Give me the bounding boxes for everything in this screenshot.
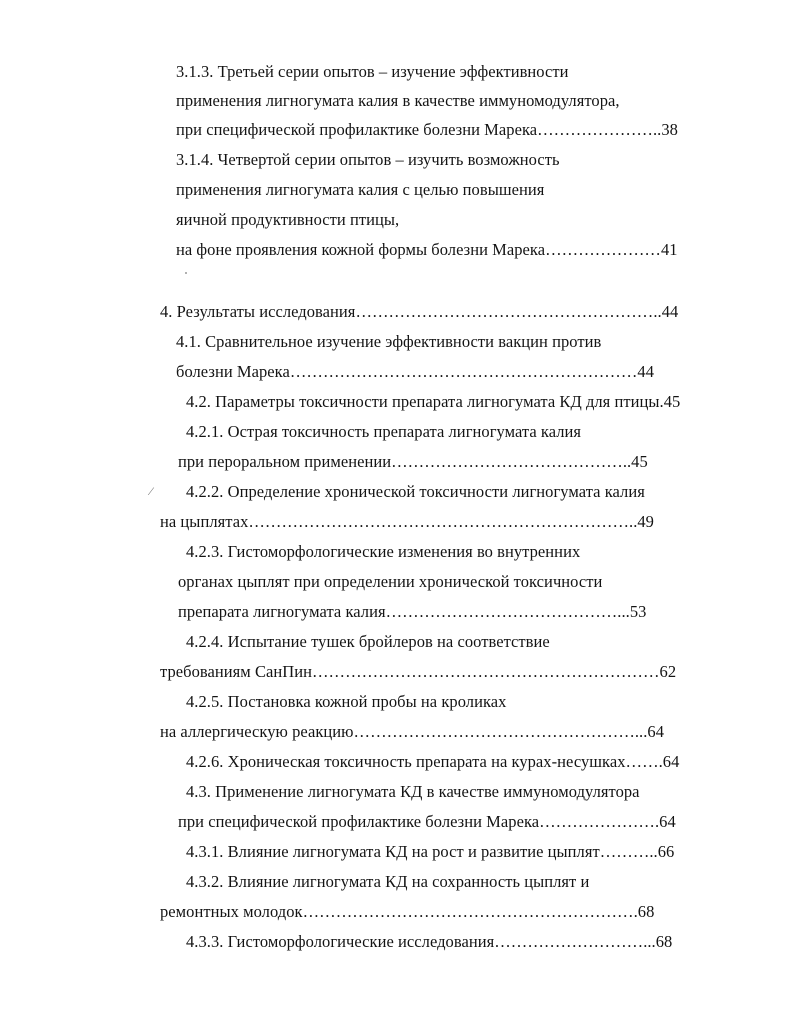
toc-line: при специфической профилактике болезни Марека………………….64 — [178, 812, 676, 831]
toc-line: 4.1. Сравнительное изучение эффективности вакцин против — [176, 332, 602, 351]
margin-mark: ⁄ — [150, 484, 153, 498]
toc-line: болезни Марека………………………………………………………44 — [176, 362, 654, 381]
toc-line: 4.2.3. Гистоморфологические изменения во внутренних — [186, 542, 581, 561]
toc-line: 4.3. Применение лигногумата КД в качестве иммуномодулятора — [186, 782, 640, 801]
toc-line: 4.3.2. Влияние лигногумата КД на сохранность цыплят и — [186, 872, 590, 891]
toc-line: 3.1.3. Третьей серии опытов – изучение эффективности — [176, 62, 569, 81]
toc-line: 4.2.4. Испытание тушек бройлеров на соответствие — [186, 632, 550, 651]
toc-line: 4.2.6. Хроническая токсичность препарата на курах-несушках…….64 — [186, 752, 680, 771]
toc-line: на аллергическую реакцию……………………………………………...64 — [160, 722, 665, 741]
toc-line: при пероральном применении……………………………………..45 — [178, 452, 648, 471]
toc-line: 4.2.2. Определение хронической токсичности лигногумата калия — [186, 482, 645, 501]
toc-line: применения лигногумата калия с целью повышения — [176, 180, 545, 199]
toc-line: 4.2.5. Постановка кожной пробы на кроликах — [186, 692, 507, 711]
toc-line: на фоне проявления кожной формы болезни Марека…………………41 — [176, 240, 678, 259]
toc-line: 4.2. Параметры токсичности препарата лигногумата КД для птицы.45 — [186, 392, 681, 411]
toc-line: 4.2.1. Острая токсичность препарата лигногумата калия — [186, 422, 582, 441]
toc-line: 4.3.1. Влияние лигногумата КД на рост и развитие цыплят………..66 — [186, 842, 675, 861]
toc-line: 4. Результаты исследования………………………………………………..44 — [160, 302, 679, 321]
scan-speck — [185, 272, 187, 274]
toc-line: требованиям СанПин………………………………………………………62 — [160, 662, 677, 681]
toc-line: ремонтных молодок…………………………………………………….68 — [160, 902, 655, 921]
toc-line: яичной продуктивности птицы, — [176, 210, 400, 229]
toc-line: препарата лигногумата калия……………………………………...53 — [178, 602, 647, 621]
toc-line: при специфической профилактике болезни Марека…………………..38 — [176, 120, 678, 139]
toc-line: 4.3.3. Гистоморфологические исследования………………………...68 — [186, 932, 673, 951]
toc-line: органах цыплят при определении хронической токсичности — [178, 572, 603, 591]
toc-line: 3.1.4. Четвертой серии опытов – изучить возможность — [176, 150, 560, 169]
toc-line: применения лигногумата калия в качестве иммуномодулятора, — [176, 91, 620, 110]
toc-line: на цыплятах……………………………………………………………..49 — [160, 512, 654, 531]
